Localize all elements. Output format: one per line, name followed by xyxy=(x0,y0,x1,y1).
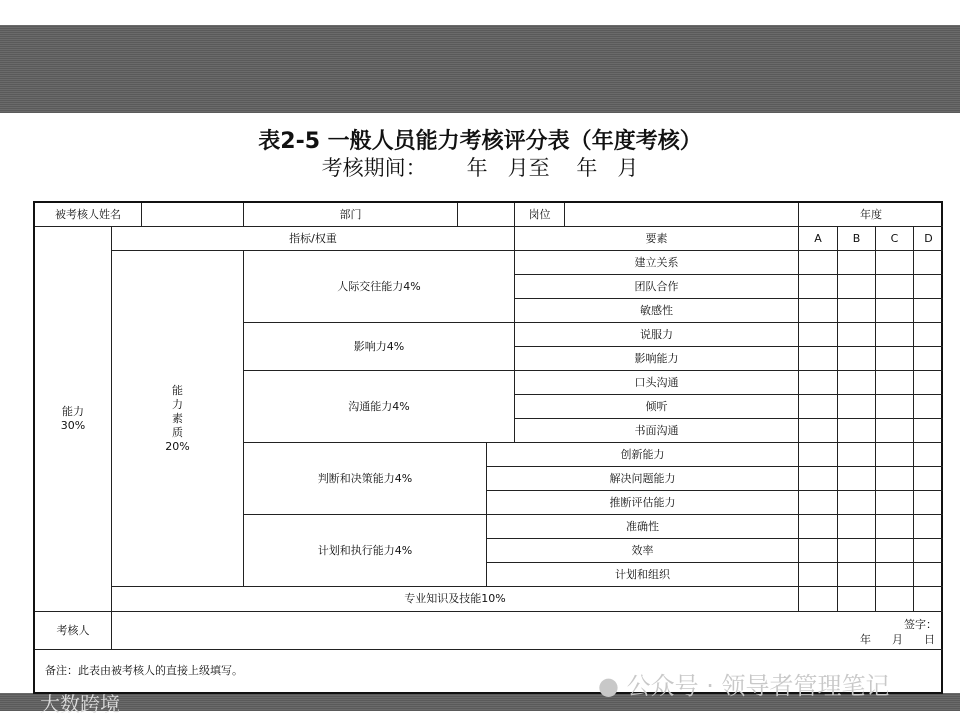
grade-cell-B[interactable] xyxy=(838,515,876,539)
top-banner xyxy=(0,25,960,113)
grade-cell-D[interactable] xyxy=(914,347,943,371)
post-label: 岗位 xyxy=(515,203,565,227)
subcategory-ability-quality xyxy=(112,251,244,587)
category-ability xyxy=(35,227,112,612)
grade-cell-A[interactable] xyxy=(799,275,838,299)
grade-cell-D[interactable] xyxy=(914,539,943,563)
grade-cell-C[interactable] xyxy=(876,539,914,563)
grade-cell-C[interactable] xyxy=(876,587,914,612)
category-label: 能力 xyxy=(62,405,84,418)
grade-cell-D[interactable] xyxy=(914,467,943,491)
wechat-icon: ● xyxy=(598,672,619,700)
grade-cell-D[interactable] xyxy=(914,563,943,587)
grade-cell-C[interactable] xyxy=(876,515,914,539)
grade-cell-C[interactable] xyxy=(876,467,914,491)
grade-cell-A[interactable] xyxy=(799,323,838,347)
grade-cell-A[interactable] xyxy=(799,491,838,515)
element: 团队合作 xyxy=(515,275,799,299)
grade-cell-B[interactable] xyxy=(838,419,876,443)
grade-cell-B[interactable] xyxy=(838,251,876,275)
grade-cell-D[interactable] xyxy=(914,491,943,515)
grade-cell-D[interactable] xyxy=(914,515,943,539)
grade-cell-A[interactable] xyxy=(799,467,838,491)
element: 计划和组织 xyxy=(487,563,799,587)
indicator: 沟通能力4% xyxy=(244,371,515,443)
assessment-table xyxy=(33,201,943,694)
grade-cell-C[interactable] xyxy=(876,491,914,515)
grade-cell-C[interactable] xyxy=(876,347,914,371)
grade-cell-C[interactable] xyxy=(876,323,914,347)
subcategory-char: 质 xyxy=(172,425,183,439)
grade-cell-B[interactable] xyxy=(838,467,876,491)
grade-cell-C[interactable] xyxy=(876,251,914,275)
grade-cell-A[interactable] xyxy=(799,347,838,371)
grade-cell-C[interactable] xyxy=(876,563,914,587)
element: 说服力 xyxy=(515,323,799,347)
indicator: 判断和决策能力4% xyxy=(244,443,487,515)
post-input[interactable] xyxy=(565,203,799,227)
subcategory-char: 力 xyxy=(172,397,183,411)
grade-cell-B[interactable] xyxy=(838,299,876,323)
year-label: 年度 xyxy=(799,203,943,227)
assessor-signature-area[interactable] xyxy=(112,612,943,650)
subcategory-weight: 20% xyxy=(165,439,190,453)
element: 准确性 xyxy=(487,515,799,539)
grade-cell-B[interactable] xyxy=(838,275,876,299)
name-label: 被考核人姓名 xyxy=(35,203,142,227)
dept-input[interactable] xyxy=(458,203,515,227)
grade-cell-C[interactable] xyxy=(876,443,914,467)
remark-text: 备注：此表由被考核人的直接上级填写。 xyxy=(45,664,243,677)
watermark-wechat: ● 公众号 · 领导者管理笔记 xyxy=(598,672,890,700)
grade-cell-B[interactable] xyxy=(838,371,876,395)
grade-cell-D[interactable] xyxy=(914,395,943,419)
grade-cell-B[interactable] xyxy=(838,323,876,347)
grade-cell-D[interactable] xyxy=(914,323,943,347)
grade-cell-A[interactable] xyxy=(799,371,838,395)
element: 影响能力 xyxy=(515,347,799,371)
page-title: 表2-5 一般人员能力考核评分表（年度考核） xyxy=(258,129,702,154)
grade-cell-D[interactable] xyxy=(914,251,943,275)
grade-cell-A[interactable] xyxy=(799,539,838,563)
grade-cell-B[interactable] xyxy=(838,563,876,587)
subcategory-char: 能 xyxy=(172,383,183,397)
element: 敏感性 xyxy=(515,299,799,323)
element: 建立关系 xyxy=(515,251,799,275)
indicator: 人际交往能力4% xyxy=(244,251,515,323)
name-input[interactable] xyxy=(142,203,244,227)
indicator: 影响力4% xyxy=(244,323,515,371)
assessment-period: 考核期间： 年 月至 年 月 xyxy=(321,156,639,180)
grade-cell-A[interactable] xyxy=(799,443,838,467)
element-header: 要素 xyxy=(515,227,799,251)
grade-cell-C[interactable] xyxy=(876,371,914,395)
grade-cell-B[interactable] xyxy=(838,347,876,371)
grade-cell-C[interactable] xyxy=(876,419,914,443)
grade-cell-B[interactable] xyxy=(838,587,876,612)
professional-skills: 专业知识及技能10% xyxy=(112,587,799,612)
grade-cell-A[interactable] xyxy=(799,395,838,419)
grade-cell-D[interactable] xyxy=(914,371,943,395)
element: 口头沟通 xyxy=(515,371,799,395)
category-weight: 30% xyxy=(60,419,86,432)
assessor-label: 考核人 xyxy=(35,612,112,650)
watermark-left: 大数跨境 xyxy=(40,692,120,716)
grade-cell-D[interactable] xyxy=(914,443,943,467)
grade-cell-A[interactable] xyxy=(799,515,838,539)
grade-cell-A[interactable] xyxy=(799,587,838,612)
subcategory-char: 素 xyxy=(172,411,183,425)
grade-cell-A[interactable] xyxy=(799,563,838,587)
grade-cell-D[interactable] xyxy=(914,275,943,299)
grade-cell-D[interactable] xyxy=(914,419,943,443)
element: 效率 xyxy=(487,539,799,563)
element: 创新能力 xyxy=(487,443,799,467)
element: 推断评估能力 xyxy=(487,491,799,515)
grade-cell-B[interactable] xyxy=(838,395,876,419)
grade-header-D: D xyxy=(914,227,943,251)
grade-cell-C[interactable] xyxy=(876,395,914,419)
grade-cell-A[interactable] xyxy=(799,299,838,323)
indicator: 计划和执行能力4% xyxy=(244,515,487,587)
sign-date: 年 月 日 xyxy=(860,633,935,646)
element: 倾听 xyxy=(515,395,799,419)
grade-cell-B[interactable] xyxy=(838,443,876,467)
grade-header-A: A xyxy=(799,227,838,251)
sign-label: 签字： xyxy=(904,618,937,631)
grade-cell-D[interactable] xyxy=(914,587,943,612)
element: 书面沟通 xyxy=(515,419,799,443)
grade-cell-C[interactable] xyxy=(876,299,914,323)
grade-cell-B[interactable] xyxy=(838,539,876,563)
grade-cell-B[interactable] xyxy=(838,491,876,515)
grade-cell-A[interactable] xyxy=(799,419,838,443)
grade-cell-D[interactable] xyxy=(914,299,943,323)
grade-header-B: B xyxy=(838,227,876,251)
grade-header-C: C xyxy=(876,227,914,251)
element: 解决问题能力 xyxy=(487,467,799,491)
grade-cell-C[interactable] xyxy=(876,275,914,299)
indicator-header: 指标/权重 xyxy=(112,227,515,251)
grade-cell-A[interactable] xyxy=(799,251,838,275)
dept-label: 部门 xyxy=(244,203,458,227)
